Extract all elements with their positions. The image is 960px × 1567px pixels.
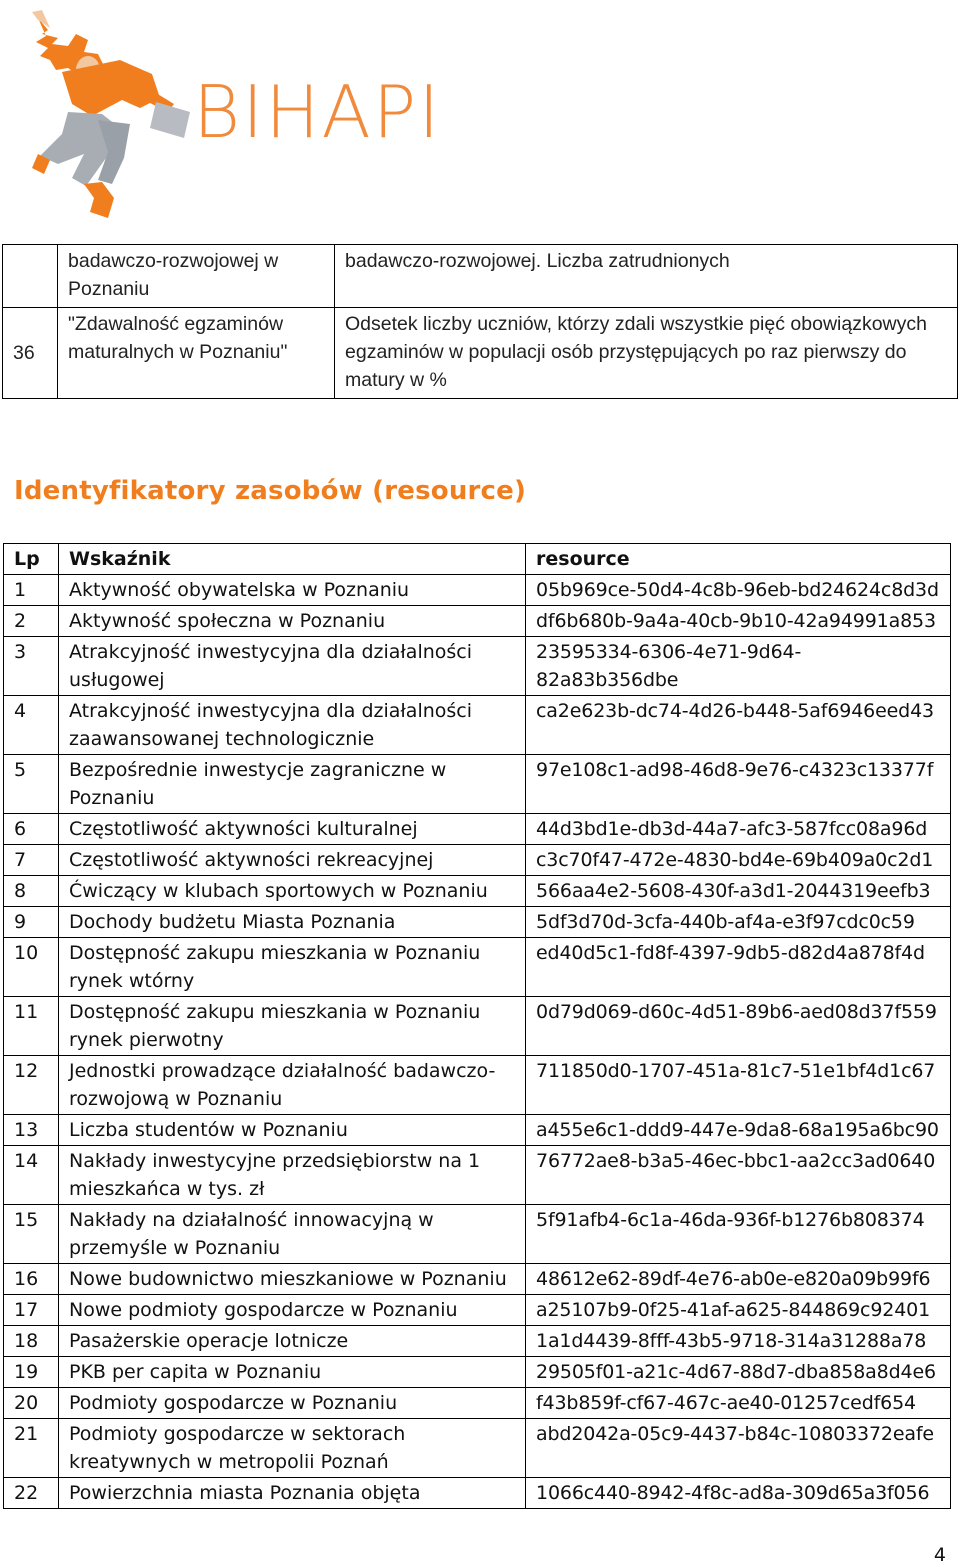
table-row [4, 575, 951, 606]
indicator-description-table [2, 244, 958, 399]
resource-id-cell: c3c70f47-472e-4830-bd4e-69b409a0c2d1 [526, 845, 951, 876]
lp-cell: 14 [4, 1146, 59, 1205]
column-header-resource: resource [526, 544, 951, 575]
lp-cell: 13 [4, 1115, 59, 1146]
table-row [4, 814, 951, 845]
table-row [4, 876, 951, 907]
table-row [3, 245, 958, 308]
resource-id-cell: a25107b9-0f25-41af-a625-844869c92401 [526, 1295, 951, 1326]
indicator-cell: Atrakcyjność inwestycyjna dla działalności zaawansowanej technologicznie [59, 696, 526, 755]
resource-identifiers-table [3, 543, 951, 1509]
logo-wordmark: BIHAPI [193, 70, 442, 154]
resource-id-cell: 711850d0-1707-451a-81c7-51e1bf4d1c67 [526, 1056, 951, 1115]
table-row [4, 997, 951, 1056]
indicator-cell: Dochody budżetu Miasta Poznania [59, 907, 526, 938]
indicator-cell: Pasażerskie operacje lotnicze [59, 1326, 526, 1357]
resource-id-cell: 5f91afb4-6c1a-46da-936f-b1276b808374 [526, 1205, 951, 1264]
lp-cell: 5 [4, 755, 59, 814]
lp-cell: 4 [4, 696, 59, 755]
indicator-cell: Nakłady na działalność innowacyjną w przemyśle w Poznaniu [59, 1205, 526, 1264]
table-row [4, 907, 951, 938]
lp-cell: 36 [3, 308, 58, 399]
table-row [4, 1264, 951, 1295]
resource-id-cell: 1a1d4439-8fff-43b5-9718-314a31288a78 [526, 1326, 951, 1357]
indicator-cell: Bezpośrednie inwestycje zagraniczne w Poznaniu [59, 755, 526, 814]
indicator-cell: Atrakcyjność inwestycyjna dla działalności usługowej [59, 637, 526, 696]
table-row [4, 1146, 951, 1205]
lp-cell: 10 [4, 938, 59, 997]
column-header-lp: Lp [4, 544, 59, 575]
table-header-row [4, 544, 951, 575]
lp-cell: 17 [4, 1295, 59, 1326]
lp-cell: 12 [4, 1056, 59, 1115]
indicator-cell: Powierzchnia miasta Poznania objęta [59, 1478, 526, 1509]
table-row [4, 1326, 951, 1357]
indicator-cell: Częstotliwość aktywności rekreacyjnej [59, 845, 526, 876]
resource-id-cell: 29505f01-a21c-4d67-88d7-dba858a8d4e6 [526, 1357, 951, 1388]
table-row [4, 1056, 951, 1115]
table-row [4, 637, 951, 696]
indicator-cell: Dostępność zakupu mieszkania w Poznaniu rynek pierwotny [59, 997, 526, 1056]
table-row [4, 696, 951, 755]
table-row [4, 1478, 951, 1509]
section-heading: Identyfikatory zasobów (resource) [14, 476, 527, 506]
resource-id-cell: 566aa4e2-5608-430f-a3d1-2044319eefb3 [526, 876, 951, 907]
indicator-description-cell: badawczo-rozwojowej. Liczba zatrudnionych [335, 245, 958, 308]
table-row [4, 1205, 951, 1264]
resource-id-cell: 0d79d069-d60c-4d51-89b6-aed08d37f559 [526, 997, 951, 1056]
table-row [4, 1388, 951, 1419]
lp-cell: 15 [4, 1205, 59, 1264]
resource-id-cell: a455e6c1-ddd9-447e-9da8-68a195a6bc90 [526, 1115, 951, 1146]
lp-cell: 3 [4, 637, 59, 696]
indicator-cell: Podmioty gospodarcze w Poznaniu [59, 1388, 526, 1419]
page-number: 4 [933, 1544, 946, 1566]
resource-id-cell: ed40d5c1-fd8f-4397-9db5-d82d4a878f4d [526, 938, 951, 997]
table-row [4, 755, 951, 814]
resource-table-body [4, 575, 951, 1509]
lp-cell: 8 [4, 876, 59, 907]
indicator-cell: Aktywność obywatelska w Poznaniu [59, 575, 526, 606]
resource-id-cell: 48612e62-89df-4e76-ab0e-e820a09b99f6 [526, 1264, 951, 1295]
table-row [4, 1115, 951, 1146]
indicator-cell: Częstotliwość aktywności kulturalnej [59, 814, 526, 845]
lp-cell: 16 [4, 1264, 59, 1295]
indicator-cell: Nowe budownictwo mieszkaniowe w Poznaniu [59, 1264, 526, 1295]
table-row [4, 1295, 951, 1326]
lp-cell: 2 [4, 606, 59, 637]
indicator-cell: PKB per capita w Poznaniu [59, 1357, 526, 1388]
indicator-cell: Nakłady inwestycyjne przedsiębiorstw na 1 mieszkańca w tys. zł [59, 1146, 526, 1205]
lp-cell: 11 [4, 997, 59, 1056]
resource-id-cell: 97e108c1-ad98-46d8-9e76-c4323c13377f [526, 755, 951, 814]
indicator-cell: Dostępność zakupu mieszkania w Poznaniu rynek wtórny [59, 938, 526, 997]
lp-cell: 22 [4, 1478, 59, 1509]
resource-id-cell: 1066c440-8942-4f8c-ad8a-309d65a3f056 [526, 1478, 951, 1509]
table-row [4, 606, 951, 637]
table-row [4, 1357, 951, 1388]
resource-id-cell: 23595334-6306-4e71-9d64-82a83b356dbe [526, 637, 951, 696]
lp-cell: 18 [4, 1326, 59, 1357]
bihapi-logo [28, 8, 442, 220]
lp-cell: 7 [4, 845, 59, 876]
lp-cell: 6 [4, 814, 59, 845]
resource-id-cell: 05b969ce-50d4-4c8b-96eb-bd24624c8d3d [526, 575, 951, 606]
table-row [4, 938, 951, 997]
lp-cell: 9 [4, 907, 59, 938]
indicator-cell: Jednostki prowadzące działalność badawczo-rozwojową w Poznaniu [59, 1056, 526, 1115]
resource-id-cell: 44d3bd1e-db3d-44a7-afc3-587fcc08a96d [526, 814, 951, 845]
resource-id-cell: abd2042a-05c9-4437-b84c-10803372eafe [526, 1419, 951, 1478]
lp-cell: 1 [4, 575, 59, 606]
lp-cell: 21 [4, 1419, 59, 1478]
indicator-description-cell: Odsetek liczby uczniów, którzy zdali wszystkie pięć obowiązkowych egzaminów w populacji osób przystępujących po raz pierwszy do matury w % [335, 308, 958, 399]
indicator-cell: Ćwiczący w klubach sportowych w Poznaniu [59, 876, 526, 907]
jumping-figure-icon [28, 8, 198, 220]
indicator-cell: Podmioty gospodarcze w sektorach kreatywnych w metropolii Poznań [59, 1419, 526, 1478]
table-row [3, 308, 958, 399]
indicator-cell: Aktywność społeczna w Poznaniu [59, 606, 526, 637]
resource-id-cell: ca2e623b-dc74-4d26-b448-5af6946eed43 [526, 696, 951, 755]
lp-cell: 20 [4, 1388, 59, 1419]
indicator-name-cell: "Zdawalność egzaminów maturalnych w Poznaniu" [58, 308, 335, 399]
resource-id-cell: 76772ae8-b3a5-46ec-bbc1-aa2cc3ad0640 [526, 1146, 951, 1205]
resource-id-cell: 5df3d70d-3cfa-440b-af4a-e3f97cdc0c59 [526, 907, 951, 938]
lp-cell [3, 245, 58, 308]
resource-id-cell: f43b859f-cf67-467c-ae40-01257cedf654 [526, 1388, 951, 1419]
resource-id-cell: df6b680b-9a4a-40cb-9b10-42a94991a853 [526, 606, 951, 637]
column-header-indicator: Wskaźnik [59, 544, 526, 575]
table-row [4, 845, 951, 876]
indicator-cell: Liczba studentów w Poznaniu [59, 1115, 526, 1146]
indicator-name-cell: badawczo-rozwojowej w Poznaniu [58, 245, 335, 308]
indicator-cell: Nowe podmioty gospodarcze w Poznaniu [59, 1295, 526, 1326]
table-row [4, 1419, 951, 1478]
lp-cell: 19 [4, 1357, 59, 1388]
